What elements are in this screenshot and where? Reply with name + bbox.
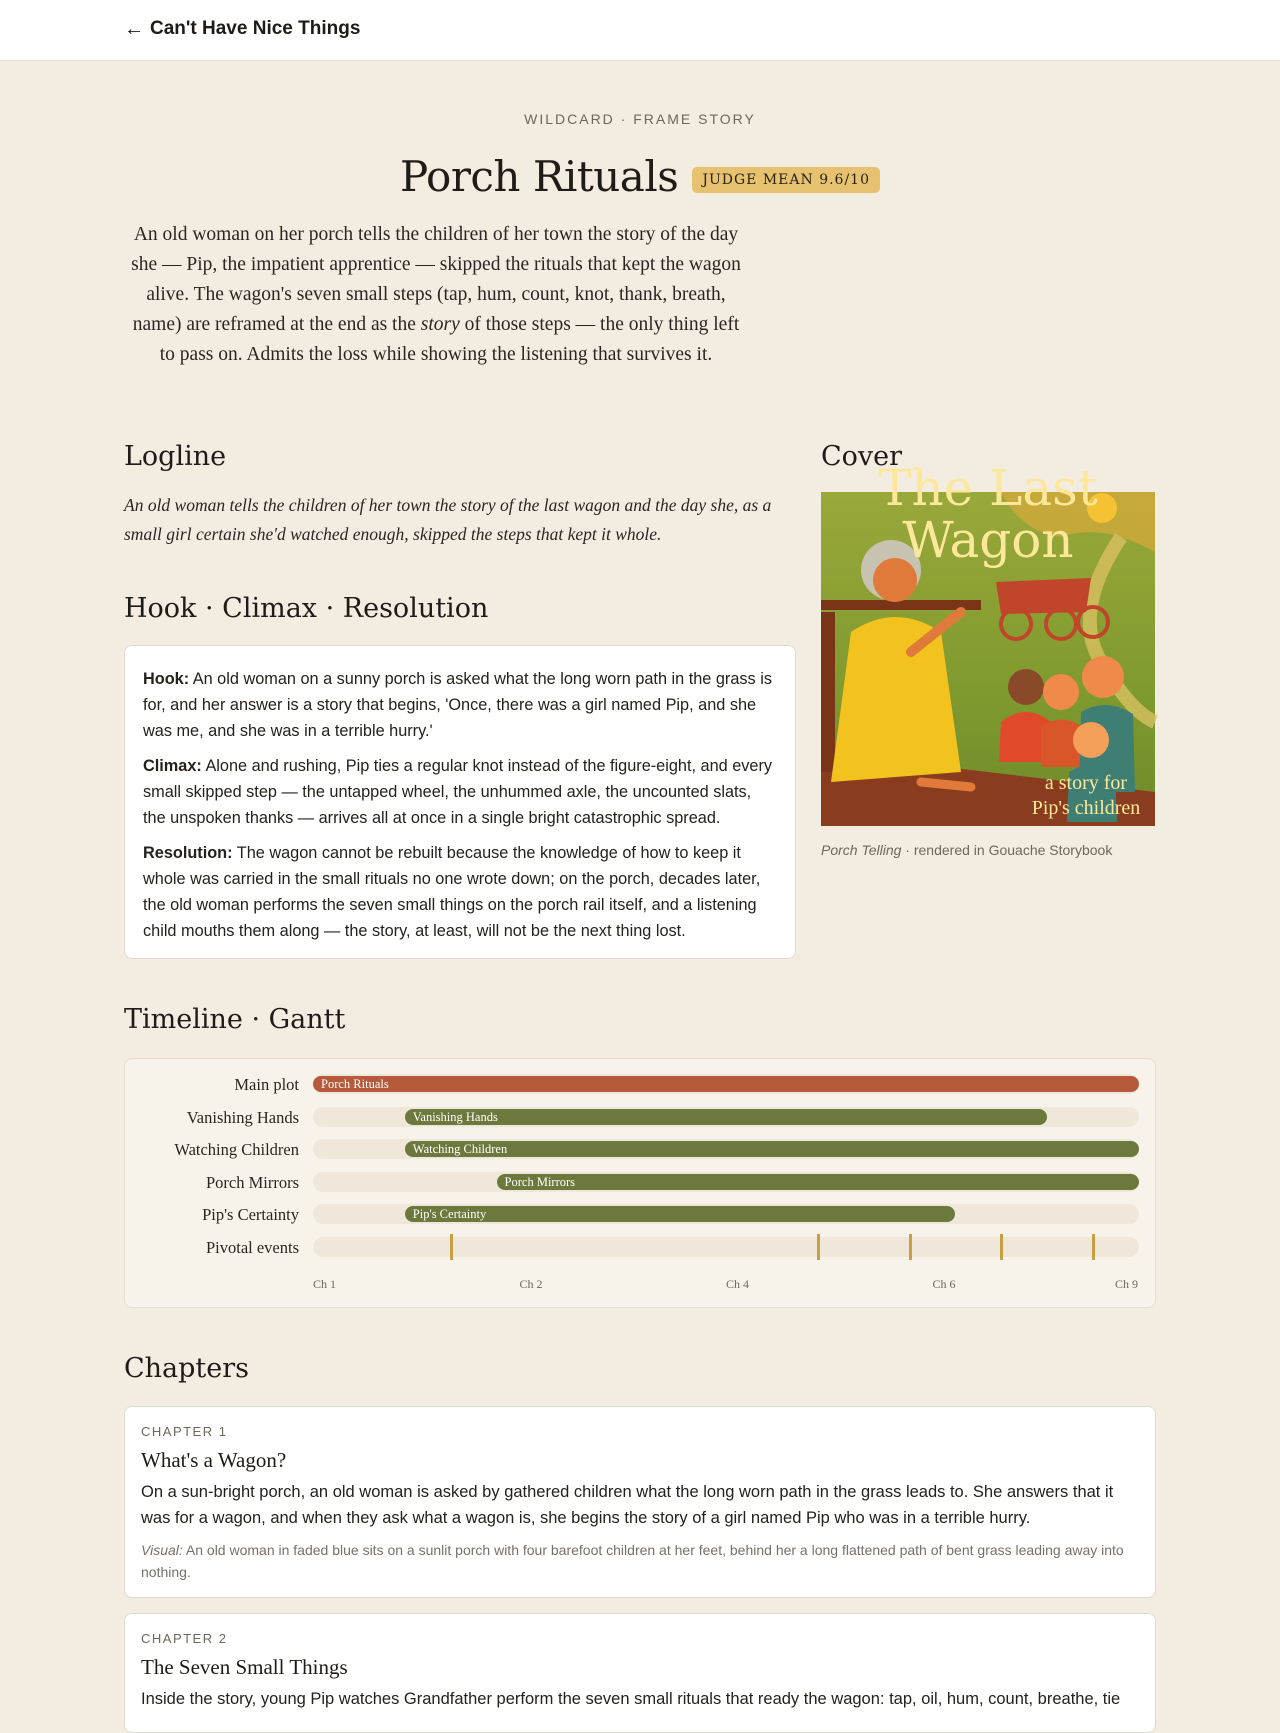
gantt-axis-label: Ch 4 bbox=[726, 1276, 750, 1291]
chapter-synopsis: Inside the story, young Pip watches Grandfather perform the seven small rituals that ready the wagon: tap, oil, hum, count, breathe, tie bbox=[141, 1690, 1121, 1708]
chapter-number: CHAPTER 1 bbox=[141, 1424, 228, 1439]
gantt-row-label: Vanishing Hands bbox=[186, 1107, 299, 1127]
gantt-events-label: Pivotal events bbox=[205, 1237, 299, 1257]
cover-title-line2: Wagon bbox=[902, 511, 1074, 569]
title-row bbox=[0, 152, 1280, 201]
logline-text: An old woman tells the children of her town the story of the last wagon and the day she, as a small girl certain she'd watched enough, skipped the steps that kept it whole. bbox=[124, 495, 772, 544]
gantt-bar[interactable]: Vanishing Hands bbox=[405, 1109, 1047, 1125]
hcr-heading: Hook · Climax · Resolution bbox=[124, 593, 489, 624]
gantt-row-label: Pip's Certainty bbox=[202, 1205, 299, 1224]
story-eyebrow: WILDCARD · FRAME STORY bbox=[524, 111, 756, 127]
chapter-synopsis: On a sun-bright porch, an old woman is asked by gathered children what the long worn path in the grass leads to. She answers that it was for a wagon, and when they ask what a wagon is, she begins the story of a girl named Pip who was in a terrible hurry. bbox=[141, 1483, 1114, 1527]
timeline-heading: Timeline · Gantt bbox=[124, 1004, 346, 1035]
gantt-axis-label: Ch 6 bbox=[932, 1276, 956, 1291]
pivotal-event-marker[interactable] bbox=[450, 1234, 453, 1260]
chapter-number: CHAPTER 2 bbox=[141, 1631, 228, 1646]
gantt-row-label: Porch Mirrors bbox=[205, 1172, 299, 1192]
chapters-heading: Chapters bbox=[124, 1353, 250, 1384]
cover-heading: Cover bbox=[821, 441, 903, 472]
judge-score-badge: JUDGE MEAN 9.6/10 bbox=[692, 167, 880, 193]
pivotal-event-marker[interactable] bbox=[1000, 1234, 1003, 1260]
climax-paragraph: Climax: Alone and rushing, Pip ties a regular knot instead of the figure-eight, and every small skipped step — the untapped wheel, the unhummed axle, the uncounted slats, the unspoken thanks — arrives all at once in a single bright catastrophic spread. bbox=[143, 757, 773, 827]
chapter-card[interactable] bbox=[124, 1406, 1156, 1598]
story-summary: An old woman on her porch tells the children of her town the story of the day she — Pip, the impatient apprentice — skipped the rituals that kept the wagon alive. The wagon's seven small steps (tap, hum, count, knot, thank, breath, name) are reframed at the end as the story of those steps — the only thing left to pass on. Admits the loss while showing the listening that survives it. bbox=[131, 224, 741, 365]
pivotal-event-marker[interactable] bbox=[1092, 1234, 1095, 1260]
resolution-paragraph: Resolution: The wagon cannot be rebuilt because the knowledge of how to keep it whole was carried in the small rituals no one wrote down; on the porch, decades later, the old woman performs the seven small things on the porch rail itself, and a listening child mouths them along — the story, at least, will not be the next thing lost. bbox=[143, 844, 761, 940]
gantt-row-label: Main plot bbox=[234, 1075, 299, 1094]
hcr-card bbox=[124, 645, 796, 959]
gantt-bar[interactable]: Porch Rituals bbox=[313, 1076, 1139, 1092]
gantt-bar[interactable]: Pip's Certainty bbox=[405, 1206, 956, 1222]
cover-title-line1: The Last bbox=[878, 459, 1098, 517]
cover-illustration bbox=[821, 459, 1155, 826]
cover-tag-line2: Pip's children bbox=[1031, 797, 1141, 819]
gantt-axis-label: Ch 2 bbox=[519, 1276, 543, 1291]
gantt-bar[interactable]: Watching Children bbox=[405, 1141, 1139, 1157]
gantt-axis-label: Ch 9 bbox=[1115, 1276, 1139, 1291]
chapter-visual-note: Visual: An old woman in faded blue sits on a sunlit porch with four barefoot children at her feet, behind her a long flattened path of bent grass leading away into nothing. bbox=[141, 1542, 1124, 1580]
chapter-title: What's a Wagon? bbox=[141, 1448, 287, 1472]
gantt-bar[interactable]: Porch Mirrors bbox=[497, 1174, 1139, 1190]
gantt-axis-label: Ch 1 bbox=[313, 1276, 337, 1291]
hook-paragraph: Hook: An old woman on a sunny porch is asked what the long worn path in the grass is for, and her answer is a story that begins, 'Once, there was a girl named Pip, and she was me, and she was in a terrible hurry.' bbox=[143, 670, 772, 740]
back-link-label: Can't Have Nice Things bbox=[150, 18, 361, 39]
pivotal-event-marker[interactable] bbox=[817, 1234, 820, 1260]
top-bar bbox=[0, 0, 1280, 61]
arrow-left-icon: ← bbox=[124, 18, 144, 40]
cover-image[interactable] bbox=[821, 459, 1155, 826]
chapter-title: The Seven Small Things bbox=[141, 1655, 348, 1679]
logline-heading: Logline bbox=[124, 441, 227, 472]
pivotal-event-marker[interactable] bbox=[909, 1234, 912, 1260]
back-link[interactable] bbox=[124, 18, 360, 40]
page-title: Porch Rituals bbox=[399, 152, 679, 201]
chapter-card[interactable] bbox=[124, 1613, 1156, 1733]
summary-emphasis: story bbox=[420, 314, 460, 335]
gantt-events-track bbox=[313, 1237, 1139, 1257]
gantt-chart bbox=[124, 1058, 1156, 1308]
gantt-row-label: Watching Children bbox=[174, 1140, 299, 1159]
cover-caption: Porch Telling · rendered in Gouache Storybook bbox=[821, 842, 1113, 858]
cover-tag-line1: a story for bbox=[1044, 772, 1128, 794]
